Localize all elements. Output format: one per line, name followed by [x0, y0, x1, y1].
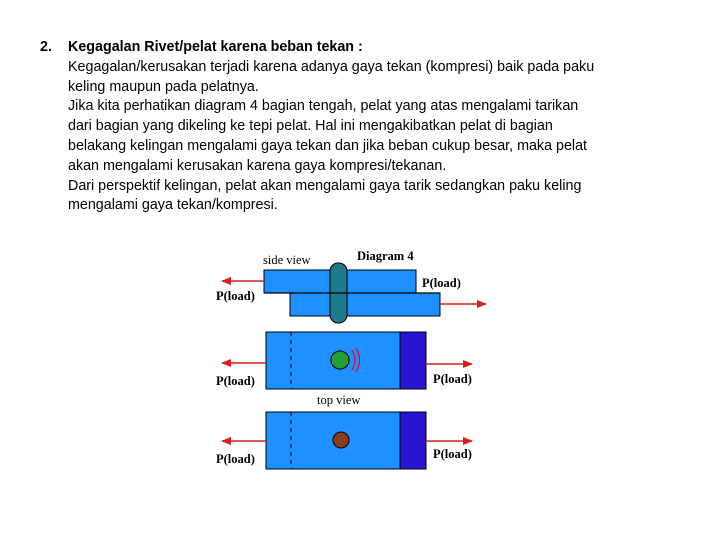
side-right-load-label: P(load): [422, 276, 461, 290]
paragraph-line: mengalami gaya tekan/kompresi.: [68, 197, 278, 214]
side-view: [216, 263, 486, 323]
paragraph-line: dari bagian yang dikeling ke tepi pelat. Hal ini mengakibatkan pelat di bagian: [68, 118, 553, 135]
upper-right-load-label: P(load): [433, 372, 472, 386]
lower-top-end-block: [400, 412, 426, 469]
lower-rivet-head: [333, 432, 349, 448]
top-view-lower: [216, 412, 472, 469]
paragraph-line: akan mengalami kerusakan karena gaya kompresi/tekanan.: [68, 157, 447, 174]
paragraph-line: keling maupun pada pelatnya.: [68, 78, 259, 95]
upper-rivet-head: [331, 351, 349, 369]
lower-plate: [290, 293, 440, 316]
side-view-label: side view: [263, 253, 311, 267]
lower-left-load-label: P(load): [216, 452, 255, 466]
diagram-title: Diagram 4: [357, 249, 414, 263]
upper-left-load-label: P(load): [216, 374, 255, 388]
section-number: 2.: [40, 39, 52, 55]
side-left-load-label: P(load): [216, 289, 255, 303]
paragraph-line: Jika kita perhatikan diagram 4 bagian tengah, pelat yang atas mengalami tarikan: [68, 98, 579, 115]
paragraph-line: belakang kelingan mengalami gaya tekan dan jika beban cukup besar, maka pelat: [68, 137, 588, 154]
paragraph-line: Kegagalan/kerusakan terjadi karena adanya gaya tekan (kompresi) baik pada paku: [68, 58, 595, 75]
lower-right-load-label: P(load): [433, 447, 472, 461]
upper-top-end-block: [400, 332, 426, 389]
section-title: Kegagalan Rivet/pelat karena beban tekan :: [68, 39, 363, 55]
top-view-upper: [216, 332, 472, 389]
paragraph-line: Dari perspektif kelingan, pelat akan mengalami gaya tarik sedangkan paku keling: [68, 177, 582, 194]
top-view-label: top view: [317, 393, 361, 407]
